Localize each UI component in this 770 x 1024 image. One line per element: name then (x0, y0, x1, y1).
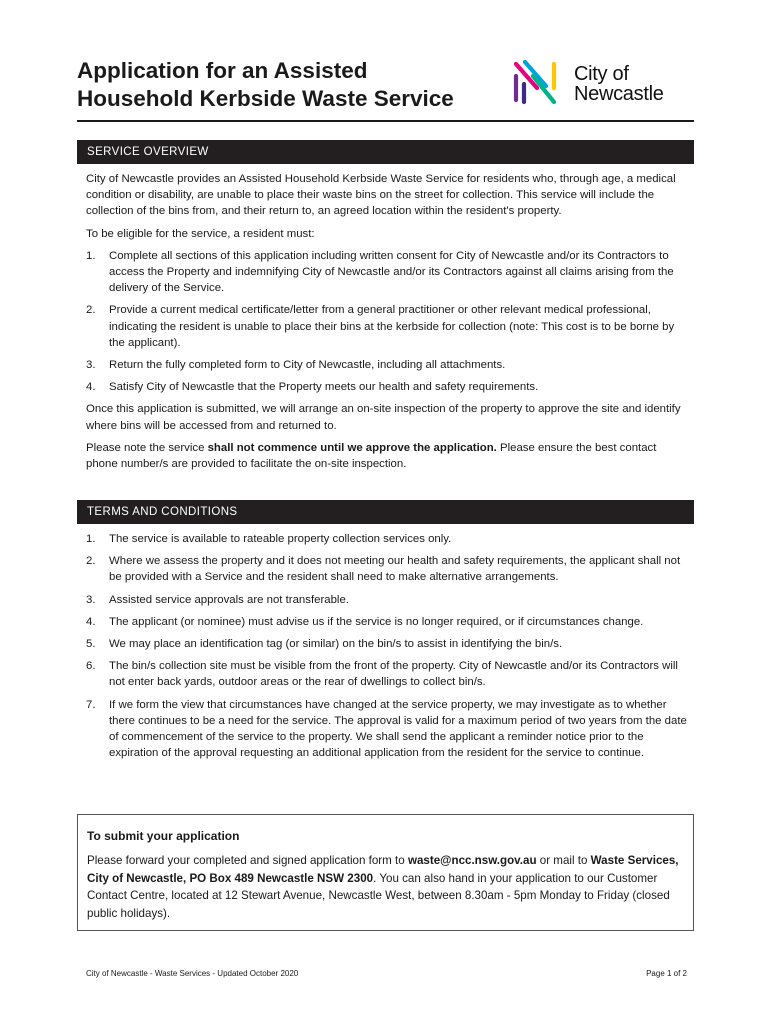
logo-line-1: City of (574, 63, 629, 85)
item-number: 1. (86, 249, 96, 262)
list-item (86, 614, 690, 630)
item-text: We may place an identification tag (or similar) on the bin/s to assist in identifying the bin/s. (109, 638, 563, 651)
submit-instructions (87, 852, 683, 922)
terms-list (86, 531, 690, 761)
item-text: Satisfy City of Newcastle that the Property meets our health and safety requirements. (109, 381, 539, 394)
list-item (86, 357, 690, 373)
requirements-list (86, 248, 690, 396)
submit-application-box (77, 814, 694, 931)
item-number: 5. (86, 638, 96, 651)
submit-text: Please forward your completed and signed application form to (87, 854, 408, 867)
submit-text: . You can also hand in your application to our Customer Contact Centre, located at 12 Stewart Avenue, Newcastle West, between 8.30am - 5pm Monday to Friday (closed public holidays). (87, 871, 670, 920)
submit-heading: To submit your application (87, 829, 240, 843)
note-emphasis: shall not commence until we approve the application. (207, 441, 497, 454)
list-item (86, 697, 690, 762)
list-item (86, 531, 690, 547)
item-text: The applicant (or nominee) must advise us if the service is no longer required, or if circumstances change. (109, 615, 644, 628)
item-number: 2. (86, 555, 96, 568)
item-number: 4. (86, 381, 96, 394)
item-text: Provide a current medical certificate/letter from a general practitioner or other relevant medical professional, indicating the resident is unable to place their bins at the kerbside for collection (note: This cost is to be borne by the applicant). (109, 304, 675, 349)
item-number: 2. (86, 304, 96, 317)
footer-doc-info: City of Newcastle - Waste Services - Updated October 2020 (86, 969, 299, 978)
list-item (86, 553, 690, 585)
item-text: Assisted service approvals are not transferable. (109, 593, 349, 606)
inspection-note: Once this application is submitted, we will arrange an on-site inspection of the property to approve the site and identify where bins will be accessed from and returned to. (86, 403, 681, 432)
item-number: 1. (86, 533, 96, 545)
postal-address: Waste Services, City of Newcastle, PO Box 489 Newcastle NSW 2300 (87, 854, 679, 885)
item-text: If we form the view that circumstances have changed at the service property, we may investigate as to whether there continues to be a need for the service. The approval is valid for a maximum period of two years from the date of commencement of the service to the property. We shall send the applicant a reminder notice prior to the expiration of the approval requesting an additional application from the resident for the service to continue. (109, 698, 687, 760)
item-text: The service is available to rateable property collection services only. (109, 533, 452, 545)
note-text: Please note the service (86, 441, 208, 454)
terms-heading: TERMS AND CONDITIONS (77, 500, 694, 524)
submit-text: or mail to (536, 854, 591, 867)
commencement-note (86, 440, 690, 472)
title-divider (77, 120, 694, 122)
list-item (86, 636, 690, 652)
item-number: 7. (86, 698, 96, 711)
logo-mark-icon (511, 58, 563, 108)
item-text: Complete all sections of this application including written consent for City of Newcastle and/or its Contractors to access the Property and indemnifying City of Newcastle and/or its Contractors against all claims arising from the delivery of the Service. (109, 249, 674, 295)
service-overview-body (86, 171, 690, 472)
page-title (77, 57, 507, 113)
item-text: The bin/s collection site must be visible from the front of the property. City of Newcastle and/or its Contractors will not enter back yards, outdoor areas or the rear of dwellings to collect bin/s. (109, 660, 678, 689)
list-item (86, 248, 690, 297)
list-item (86, 302, 690, 351)
service-overview-heading: SERVICE OVERVIEW (77, 140, 694, 164)
item-text: Where we assess the property and it does not meeting our health and safety requirements, the applicant shall not be provided with a Service and the resident shall need to make alternative arrangements. (109, 555, 681, 584)
note-text: Please ensure the best contact phone number/s are provided to facilitate the on-site inspection. (86, 441, 657, 471)
city-of-newcastle-logo (511, 58, 691, 108)
title-line-2: Household Kerbside Waste Service (77, 86, 454, 111)
terms-body (86, 525, 690, 761)
overview-intro: City of Newcastle provides an Assisted Household Kerbside Waste Service for residents who, through age, a medical condition or disability, are unable to place their waste bins on the street for collection. This service will include the collection of the bins from, and their return to, an agreed location within the resident's property. (86, 173, 676, 218)
list-item (86, 658, 690, 690)
item-number: 4. (86, 615, 96, 628)
list-item (86, 592, 690, 608)
item-number: 3. (86, 359, 96, 372)
title-line-1: Application for an Assisted (77, 58, 368, 83)
waste-email-link[interactable]: waste@ncc.nsw.gov.au (407, 854, 537, 867)
logo-wordmark (574, 64, 664, 104)
item-number: 3. (86, 593, 96, 606)
item-number: 6. (86, 660, 96, 673)
list-item (86, 379, 690, 395)
page-number: Page 1 of 2 (646, 969, 687, 978)
item-text: Return the fully completed form to City of Newcastle, including all attachments. (109, 359, 506, 372)
eligibility-lead: To be eligible for the service, a resident must: (86, 227, 315, 240)
logo-line-2: Newcastle (574, 83, 664, 105)
